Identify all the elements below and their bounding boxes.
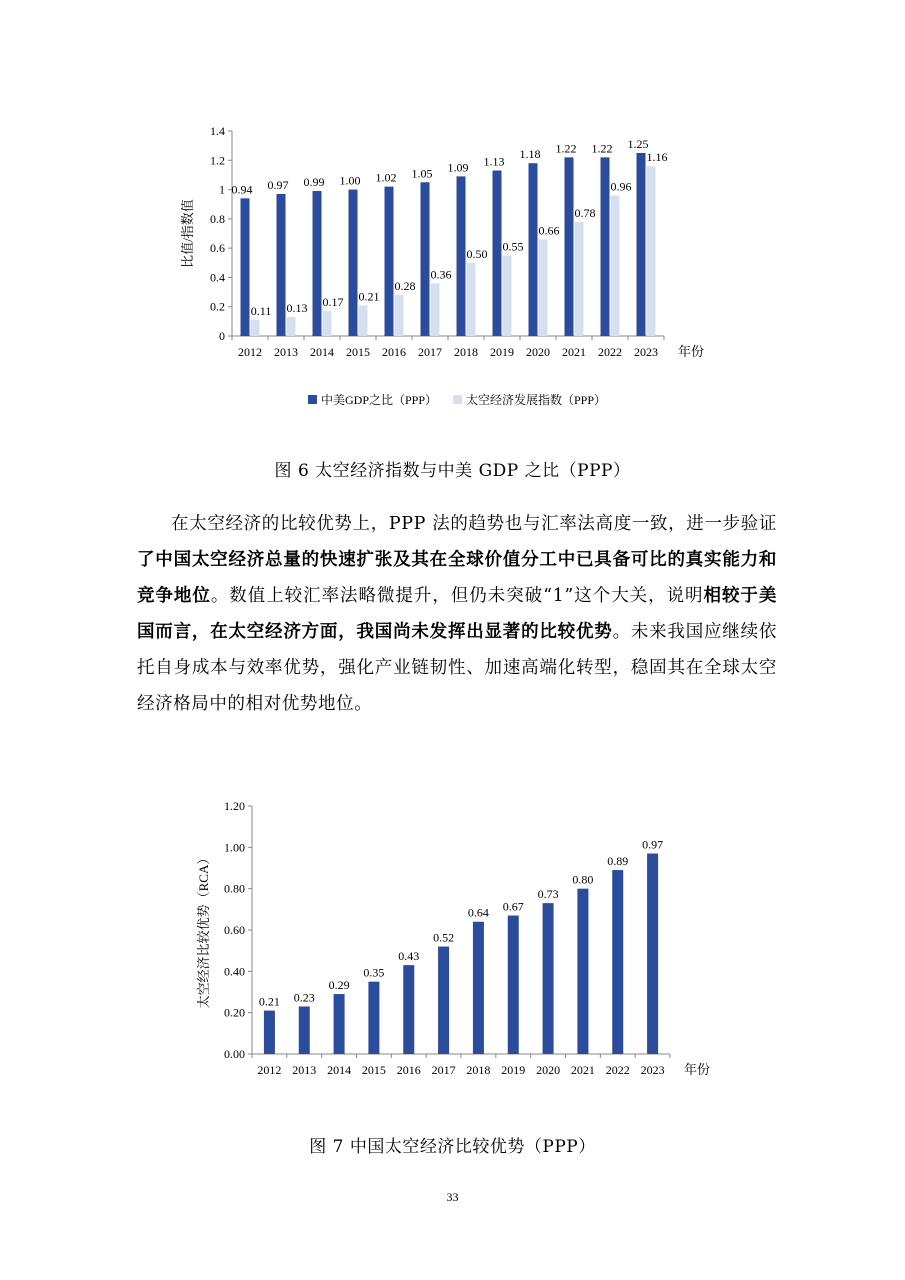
bar-s1-2019	[493, 171, 502, 336]
data-label-s1-2016: 0.43	[398, 949, 420, 964]
data-label-s1-2021: 0.80	[572, 872, 594, 887]
x-tick-label: 2019	[501, 1063, 526, 1077]
x-tick-label: 2021	[562, 345, 586, 359]
bar-s2-2016	[395, 295, 404, 336]
bar-s1-2017	[438, 947, 449, 1054]
data-label-s1-2021: 1.22	[555, 141, 577, 156]
legend-swatch-2	[453, 395, 462, 404]
chart-rca	[170, 795, 730, 1095]
x-tick-label: 2015	[361, 1063, 386, 1077]
data-label-s1-2012: 0.21	[258, 994, 280, 1009]
data-label-s2-2023: 1.16	[646, 150, 668, 165]
data-label-s1-2015: 1.00	[339, 173, 361, 188]
data-label-s1-2023: 1.25	[627, 136, 649, 151]
data-label-s1-2014: 0.99	[303, 175, 325, 190]
bar-s1-2020	[529, 163, 538, 336]
data-label-s1-2022: 1.22	[591, 141, 613, 156]
paragraph-bold-2: 相较于美国而言，在太空经济方面，我国尚未发挥出显著的比较优势	[137, 586, 777, 642]
data-label-s1-2019: 1.13	[483, 154, 505, 169]
data-label-s1-2014: 0.29	[328, 978, 350, 993]
x-tick-label: 2016	[382, 345, 406, 359]
legend-label-1: 中美GDP之比（PPP）	[321, 393, 438, 407]
data-label-s2-2020: 0.66	[538, 223, 560, 238]
bar-s2-2019	[503, 255, 512, 336]
bar-s1-2020	[543, 903, 554, 1054]
bar-s2-2018	[467, 263, 476, 336]
bar-s2-2012	[251, 320, 260, 336]
y-tick-label: 1.20	[224, 799, 245, 813]
bar-s1-2016	[403, 965, 414, 1054]
y-tick-label: 0.8	[210, 211, 225, 226]
x-tick-label: 2014	[310, 345, 334, 359]
x-tick-label: 2022	[598, 345, 622, 359]
x-tick-label: 2016	[396, 1063, 421, 1077]
bar-s2-2022	[611, 195, 620, 336]
y-tick-label: 0.40	[224, 964, 245, 979]
x-axis-title: 年份	[678, 344, 705, 359]
data-label-s1-2019: 0.67	[502, 899, 524, 914]
data-label-s2-2018: 0.50	[466, 246, 488, 261]
x-tick-label: 2021	[570, 1063, 595, 1077]
paragraph-sentence-2: 。数值上较汇率法略微提升，但仍未突破“1”这个大关，说明	[210, 586, 704, 606]
bar-s2-2017	[431, 283, 440, 336]
bar-s1-2012	[241, 198, 250, 336]
bar-s1-2021	[577, 889, 588, 1054]
bar-s1-2018	[457, 176, 466, 336]
bar-s1-2021	[565, 157, 574, 336]
x-tick-label: 2017	[418, 345, 442, 359]
x-tick-label: 2020	[526, 345, 550, 359]
data-label-s2-2012: 0.11	[250, 303, 272, 318]
bar-s1-2013	[277, 194, 286, 336]
paragraph-bold-1: 了中国太空经济总量的快速扩张及其在全球价值分工中已具备可比的真实能力和竞争地位	[137, 550, 777, 606]
x-tick-label: 2015	[346, 345, 370, 359]
y-tick-label: 0.4	[210, 270, 225, 285]
y-tick-label: 1.4	[210, 124, 225, 138]
data-label-s2-2014: 0.17	[322, 295, 344, 310]
body-paragraph	[137, 506, 777, 722]
y-tick-label: 0.20	[224, 1005, 245, 1020]
y-tick-label: 0.60	[224, 923, 245, 937]
y-tick-label: 0.80	[224, 881, 245, 896]
x-tick-label: 2013	[274, 345, 298, 359]
data-label-s2-2015: 0.21	[358, 289, 380, 304]
bar-s1-2014	[313, 191, 322, 336]
bar-s2-2013	[287, 317, 296, 336]
x-tick-label: 2019	[490, 345, 514, 359]
data-label-s1-2018: 1.09	[447, 160, 469, 175]
data-label-s1-2018: 0.64	[467, 905, 489, 920]
x-tick-label: 2023	[640, 1063, 665, 1077]
bar-s1-2015	[349, 190, 358, 336]
data-label-s1-2016: 1.02	[375, 170, 397, 185]
data-label-s1-2013: 0.23	[293, 990, 315, 1005]
y-tick-label: 0.6	[210, 241, 225, 256]
figure-6-caption: 图 6 太空经济指数与中美 GDP 之比（PPP）	[274, 461, 631, 481]
legend-label-2: 太空经济发展指数（PPP）	[466, 393, 607, 407]
bar-s1-2023	[637, 153, 646, 336]
x-axis-title: 年份	[684, 1062, 711, 1077]
bar-s1-2012	[264, 1011, 275, 1054]
data-label-s1-2023: 0.97	[642, 837, 664, 852]
data-label-s1-2020: 0.73	[537, 887, 559, 902]
bar-s1-2013	[299, 1006, 310, 1054]
bar-s1-2023	[647, 854, 658, 1054]
data-label-s1-2022: 0.89	[607, 854, 629, 869]
x-tick-label: 2012	[257, 1063, 282, 1077]
chart-space-index-gdp-ratio	[170, 118, 730, 418]
x-tick-label: 2018	[454, 345, 478, 359]
x-tick-label: 2020	[536, 1063, 561, 1077]
page-number: 33	[446, 1190, 459, 1204]
bar-s1-2016	[385, 187, 394, 336]
y-tick-label: 0	[219, 329, 225, 343]
bar-s1-2018	[473, 922, 484, 1054]
bar-s2-2015	[359, 305, 368, 336]
bar-s1-2019	[508, 916, 519, 1054]
data-label-s1-2013: 0.97	[267, 177, 289, 192]
x-tick-label: 2023	[634, 345, 658, 359]
data-label-s2-2013: 0.13	[286, 300, 308, 315]
y-tick-label: 1.2	[210, 153, 225, 168]
y-axis-title: 太空经济比较优势（RCA）	[196, 851, 211, 1009]
y-tick-label: 1	[219, 182, 225, 197]
paragraph-sentence-1: 在太空经济的比较优势上，PPP 法的趋势也与汇率法高度一致，进一步验证	[171, 514, 777, 534]
data-label-s2-2022: 0.96	[610, 179, 632, 194]
y-axis-title: 比值/指数值	[180, 199, 195, 268]
bar-s2-2014	[323, 311, 332, 336]
data-label-s2-2019: 0.55	[502, 239, 524, 254]
y-tick-label: 0.00	[224, 1047, 245, 1061]
bar-s1-2015	[368, 982, 379, 1054]
bar-s2-2021	[575, 222, 584, 336]
x-tick-label: 2012	[238, 345, 262, 359]
data-label-s1-2017: 1.05	[411, 166, 433, 181]
data-label-s1-2015: 0.35	[363, 965, 385, 980]
bar-s1-2014	[334, 994, 345, 1054]
figure-7-caption: 图 7 中国太空经济比较优势（PPP）	[309, 1137, 596, 1157]
bar-s1-2022	[612, 870, 623, 1054]
y-tick-label: 1.00	[224, 840, 245, 855]
x-tick-label: 2022	[605, 1063, 630, 1077]
x-tick-label: 2017	[431, 1063, 456, 1077]
data-label-s2-2021: 0.78	[574, 205, 596, 220]
data-label-s1-2012: 0.94	[231, 182, 253, 197]
data-label-s1-2020: 1.18	[519, 147, 541, 162]
x-tick-label: 2018	[466, 1063, 491, 1077]
data-label-s2-2016: 0.28	[394, 279, 416, 293]
bar-s1-2022	[601, 157, 610, 336]
data-label-s1-2017: 0.52	[433, 930, 455, 945]
legend-swatch-1	[308, 395, 317, 404]
x-tick-label: 2014	[327, 1063, 352, 1077]
bar-s1-2017	[421, 182, 430, 336]
data-label-s2-2017: 0.36	[430, 267, 452, 282]
bar-s2-2023	[647, 166, 656, 336]
bar-s2-2020	[539, 239, 548, 336]
paragraph-sentence-3: 。未来我国应继续依托自身成本与效率优势，强化产业链韧性、加速高端化转型，稳固其在全球太空经济格局中的相对优势地位。	[137, 622, 777, 714]
x-tick-label: 2013	[292, 1063, 317, 1077]
y-tick-label: 0.2	[210, 299, 225, 314]
